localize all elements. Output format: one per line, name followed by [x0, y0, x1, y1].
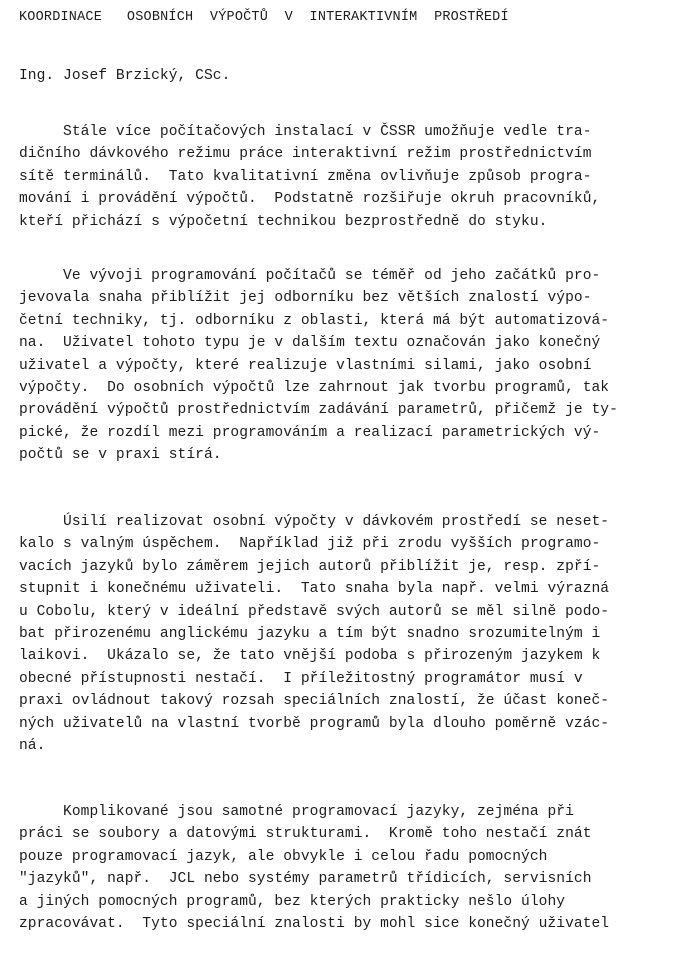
text-line: uživatel a výpočty, které realizuje vlastními silami, jako osobní — [19, 357, 592, 374]
text-line: na. Uživatel tohoto typu je v dalším textu označován jako konečný — [19, 335, 601, 352]
paragraph-4 — [19, 801, 689, 935]
text-line: Ve vývoji programování počítačů se téměř od jeho začátků pro- — [19, 268, 601, 284]
text-line: Úsilí realizovat osobní výpočty v dávkovém prostředí se neset- — [19, 514, 610, 530]
text-line: pické, že rozdíl mezi programováním a realizací parametrických vý- — [19, 424, 601, 441]
text-line: jevovala snaha přiblížit jej odborníku bez větších znalostí výpo- — [19, 290, 592, 307]
text-line: počtů se v praxi stírá. — [19, 447, 222, 464]
text-line: "jazyků", např. JCL nebo systémy parametrů třídicích, servisních — [19, 871, 592, 888]
text-line: praxi ovládnout takový rozsah speciálních znalostí, že účast koneč- — [19, 693, 610, 710]
text-line: práci se soubory a datovými strukturami. Kromě toho nestačí znát — [19, 826, 592, 843]
text-line: kteří přichází s výpočetní technikou bezprostředně do styku. — [19, 213, 548, 230]
text-line: ná. — [19, 737, 46, 754]
text-line: stupnit i konečnému uživateli. Tato snaha byla např. velmi výrazná — [19, 581, 610, 598]
text-line: četní techniky, tj. odborníku z oblasti, která má být automatizová- — [19, 312, 610, 329]
text-line: bat přirozenému anglickému jazyku a tím být snadno srozumitelným i — [19, 625, 601, 642]
text-line: sítě terminálů. Tato kvalitativní změna ovlivňuje způsob progra- — [19, 168, 592, 185]
text-line: provádění výpočtů prostřednictvím zadávání parametrů, přičemž je ty- — [19, 402, 618, 419]
text-line: výpočty. Do osobních výpočtů lze zahrnout jak tvorbu programů, tak — [19, 379, 610, 396]
text-line: vacích jazyků bylo záměrem jejich autorů přiblížit je, resp. zpří- — [19, 558, 601, 575]
text-line: zpracovávat. Tyto speciální znalosti by mohl sice konečný uživatel — [19, 915, 610, 932]
text-line: Stále více počítačových instalací v ČSSR umožňuje vedle tra- — [19, 124, 592, 140]
text-line: dičního dávkového režimu práce interaktivní režim prostřednictvím — [19, 146, 592, 163]
paragraph-2 — [19, 265, 689, 467]
text-line: pouze programovací jazyk, ale obvykle i celou řadu pomocných — [19, 848, 548, 865]
document-title: KOORDINACE OSOBNÍCH VÝPOČTŮ V INTERAKTIVNÍM PROSTŘEDÍ — [19, 10, 509, 25]
paragraph-1 — [19, 121, 689, 233]
text-line: u Cobolu, který v ideální představě svých autorů se měl silně podo- — [19, 603, 610, 620]
text-line: ných uživatelů na vlastní tvorbě programů byla dlouho poměrně vzác- — [19, 715, 610, 732]
text-line: mování i provádění výpočtů. Podstatně rozšiřuje okruh pracovníků, — [19, 191, 601, 208]
text-line: kalo s valným úspěchem. Například již při zrodu vyšších programo- — [19, 536, 601, 553]
text-line: a jiných pomocných programů, bez kterých prakticky nešlo úlohy — [19, 893, 566, 910]
text-line: laikovi. Ukázalo se, že tato vnější podoba s přirozeným jazykem k — [19, 648, 601, 665]
text-line: obecné přístupnosti nestačí. I příležitostný programátor musí v — [19, 670, 583, 687]
paragraph-3 — [19, 511, 689, 757]
author-line: Ing. Josef Brzický, CSc. — [19, 68, 231, 84]
text-line: Komplikované jsou samotné programovací jazyky, zejména při — [19, 804, 574, 820]
